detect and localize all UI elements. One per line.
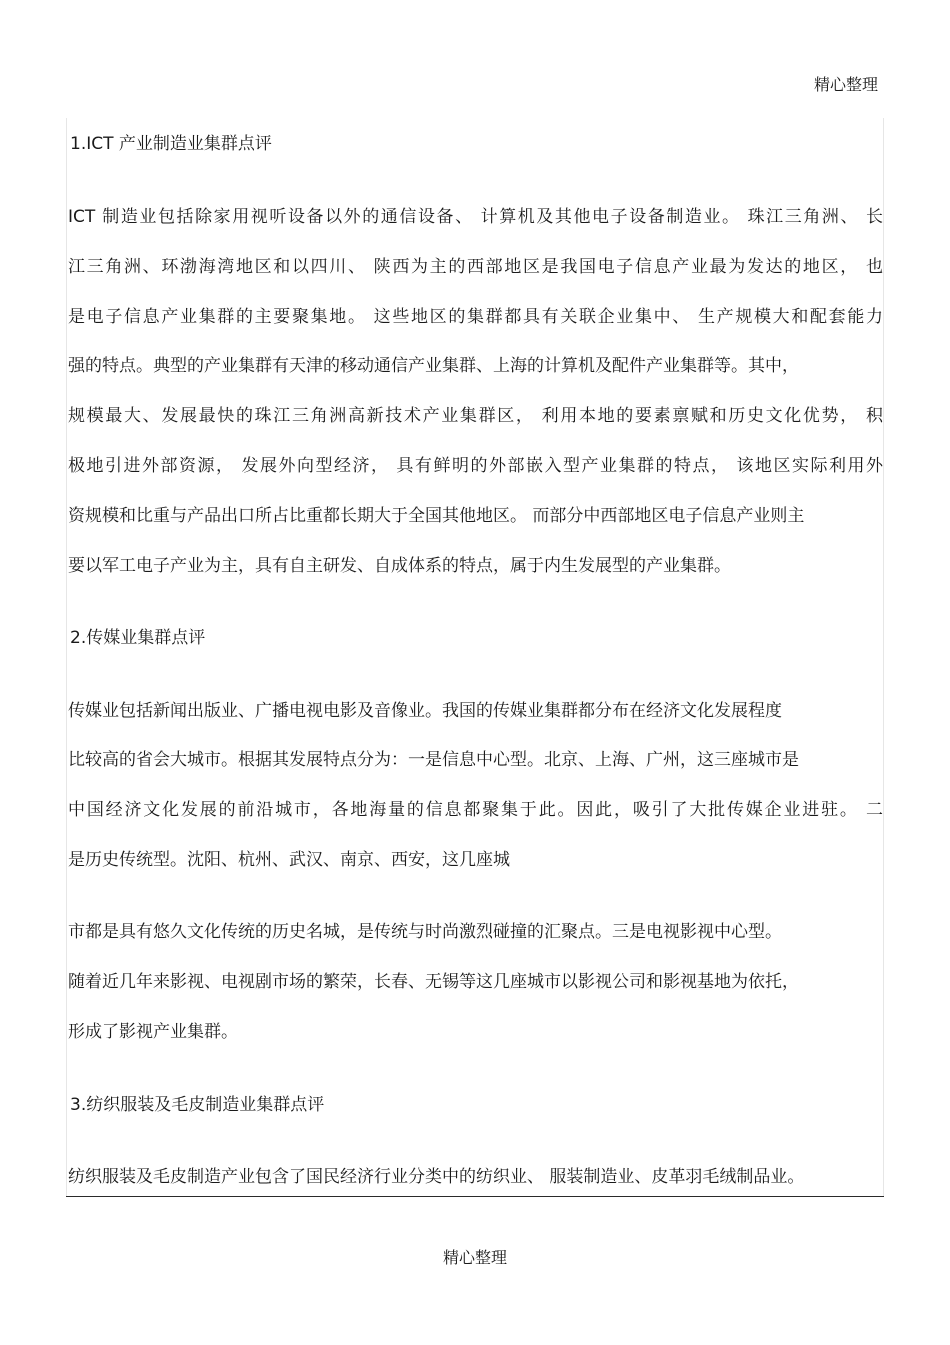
section-heading-media: 2.传媒业集群点评 <box>70 628 206 648</box>
paragraph-line: 随着近几年来影视、电视剧市场的繁荣，长春、无锡等这几座城市以影视公司和影视基地为依托， <box>68 972 799 992</box>
content-frame-right-border <box>883 118 884 1196</box>
paragraph-line: 极地引进外部资源， 发展外向型经济， 具有鲜明的外部嵌入型产业集群的特点， 该地区实际利用外 <box>68 456 883 476</box>
paragraph-line: 形成了影视产业集群。 <box>68 1022 238 1042</box>
paragraph-line: 规模最大、发展最快的珠江三角洲高新技术产业集群区， 利用本地的要素禀赋和历史文化优势， 积 <box>68 406 883 426</box>
paragraph-line: 资规模和比重与产品出口所占比重都长期大于全国其他地区。 而部分中西部地区电子信息产业则主 <box>68 506 805 526</box>
page-footer-brand: 精心整理 <box>442 1248 507 1267</box>
paragraph-line: ICT 制造业包括除家用视听设备以外的通信设备、 计算机及其他电子设备制造业。 珠江三角洲、 长 <box>68 207 883 227</box>
paragraph-line: 强的特点。典型的产业集群有天津的移动通信产业集群、上海的计算机及配件产业集群等。其中， <box>68 356 799 376</box>
paragraph-line: 比较高的省会大城市。根据其发展特点分为：一是信息中心型。北京、上海、广州，这三座城市是 <box>68 750 799 770</box>
section-heading-ict: 1.ICT 产业制造业集群点评 <box>70 134 272 154</box>
paragraph-line: 江三角洲、环渤海湾地区和以四川、 陕西为主的西部地区是我国电子信息产业最为发达的地区， 也 <box>68 257 883 277</box>
content-frame-bottom-border <box>66 1196 884 1197</box>
paragraph-line: 纺织服装及毛皮制造产业包含了国民经济行业分类中的纺织业、 服装制造业、皮革羽毛绒制品业。 <box>68 1167 805 1187</box>
section-heading-textile: 3.纺织服装及毛皮制造业集群点评 <box>70 1095 325 1115</box>
paragraph-line: 中国经济文化发展的前沿城市，各地海量的信息都聚集于此。因此，吸引了大批传媒企业进驻。 二 <box>68 800 883 820</box>
paragraph-line: 是电子信息产业集群的主要聚集地。 这些地区的集群都具有关联企业集中、 生产规模大和配套能力 <box>68 307 883 327</box>
page-header-brand: 精心整理 <box>813 75 878 94</box>
paragraph-line: 市都是具有悠久文化传统的历史名城，是传统与时尚激烈碰撞的汇聚点。三是电视影视中心型。 <box>68 922 782 942</box>
paragraph-line: 是历史传统型。沈阳、杭州、武汉、南京、西安，这几座城 <box>68 850 510 870</box>
paragraph-line: 传媒业包括新闻出版业、广播电视电影及音像业。我国的传媒业集群都分布在经济文化发展程度 <box>68 701 782 721</box>
paragraph-line: 要以军工电子产业为主，具有自主研发、自成体系的特点，属于内生发展型的产业集群。 <box>68 556 731 576</box>
content-frame-left-border <box>66 118 67 1196</box>
